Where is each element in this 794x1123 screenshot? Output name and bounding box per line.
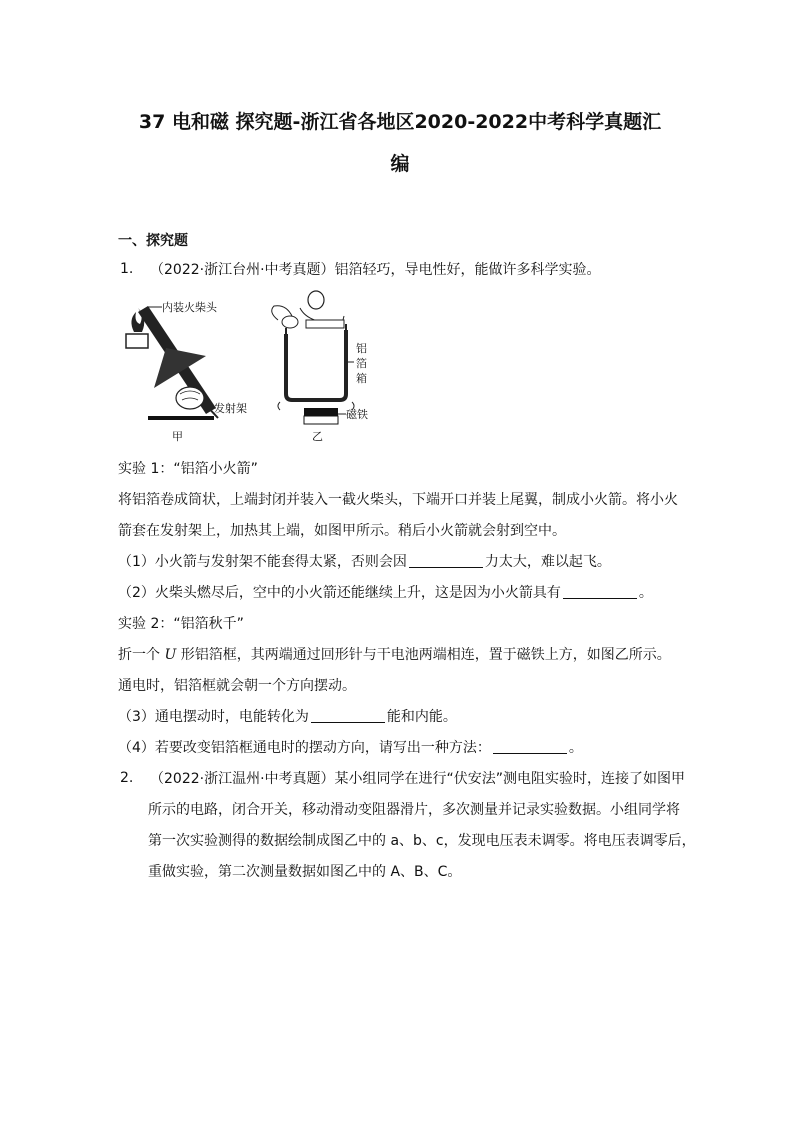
experiment-diagram bbox=[118, 290, 378, 450]
question-2-line-4: 重做实验，第二次测量数据如图乙中的 A、B、C。 bbox=[148, 864, 462, 880]
launch-stand-base bbox=[148, 416, 214, 420]
experiment-1-title: 实验 1：“铝箔小火箭” bbox=[118, 461, 258, 477]
section-heading: 一、探究题 bbox=[118, 233, 188, 249]
answer-blank-4[interactable] bbox=[493, 739, 567, 754]
question-2-line-2: 所示的电路，闭合开关，移动滑动变阻器滑片，多次测量并记录实验数据。小组同学将 bbox=[148, 802, 680, 818]
label-jia: 甲 bbox=[172, 430, 183, 443]
sub-question-3: （3）通电摆动时，电能转化为 能和内能。 bbox=[118, 709, 457, 725]
experiment-2-text-line-2: 通电时，铝箔框就会朝一个方向摆动。 bbox=[118, 678, 356, 694]
battery-icon bbox=[308, 291, 324, 309]
question-2-line-3: 第一次实验测得的数据绘制成图乙中的 a、b、c，发现电压表未调零。将电压表调零后， bbox=[148, 833, 696, 849]
label-foil-1: 铝 bbox=[356, 342, 367, 355]
question-1-figure bbox=[118, 290, 378, 450]
answer-blank-3[interactable] bbox=[311, 708, 385, 723]
sub-question-2: （2）火柴头燃尽后，空中的小火箭还能继续上升，这是因为小火箭具有 。 bbox=[118, 585, 653, 601]
experiment-1-text-line-2: 箭套在发射架上，加热其上端，如图甲所示。稍后小火箭就会射到空中。 bbox=[118, 523, 566, 539]
question-1-intro: （2022·浙江台州·中考真题）铝箔轻巧，导电性好，能做许多科学实验。 bbox=[150, 262, 601, 278]
question-2-line-1: （2022·浙江温州·中考真题）某小组同学在进行“伏安法”测电阻实验时，连接了如图甲 bbox=[150, 771, 686, 787]
page-title bbox=[110, 101, 690, 185]
question-1-number: 1. bbox=[120, 261, 134, 277]
title-line-2: 编 bbox=[390, 153, 410, 175]
figure-jia bbox=[126, 300, 247, 443]
magnet-top bbox=[304, 408, 338, 416]
magnet-bottom bbox=[304, 416, 338, 424]
question-2-number: 2. bbox=[120, 770, 134, 786]
label-magnet: 磁铁 bbox=[346, 408, 368, 421]
answer-blank-2[interactable] bbox=[563, 584, 637, 599]
label-launch-stand: 发射架 bbox=[214, 402, 247, 415]
answer-blank-1[interactable] bbox=[409, 553, 483, 568]
experiment-2-text-line-1: 折一个 U 形铝箔框，其两端通过回形针与干电池两端相连，置于磁铁上方，如图乙所示。 bbox=[118, 647, 671, 663]
sub-question-4: （4）若要改变铝箔框通电时的摆动方向，请写出一种方法： 。 bbox=[118, 740, 583, 756]
figure-yi bbox=[272, 291, 368, 443]
experiment-1-text-line-1: 将铝箔卷成筒状，上端封闭并装入一截火柴头，下端开口并装上尾翼，制成小火箭。将小火 bbox=[118, 492, 678, 508]
experiment-2-title: 实验 2：“铝箔秋千” bbox=[118, 616, 244, 632]
battery-body bbox=[306, 320, 344, 328]
sub-question-1: （1）小火箭与发射架不能套得太紧，否则会因 力太大，难以起飞。 bbox=[118, 554, 611, 570]
label-match-head: 内装火柴头 bbox=[162, 301, 217, 314]
title-line-1: 37 电和磁 探究题-浙江省各地区2020-2022中考科学真题汇 bbox=[138, 111, 662, 133]
label-yi: 乙 bbox=[312, 430, 323, 443]
burner-icon bbox=[126, 334, 148, 348]
swing-mark-left bbox=[278, 402, 280, 410]
label-foil-3: 箱 bbox=[356, 372, 367, 385]
u-foil-frame bbox=[286, 330, 346, 400]
label-foil-2: 箔 bbox=[356, 357, 367, 370]
